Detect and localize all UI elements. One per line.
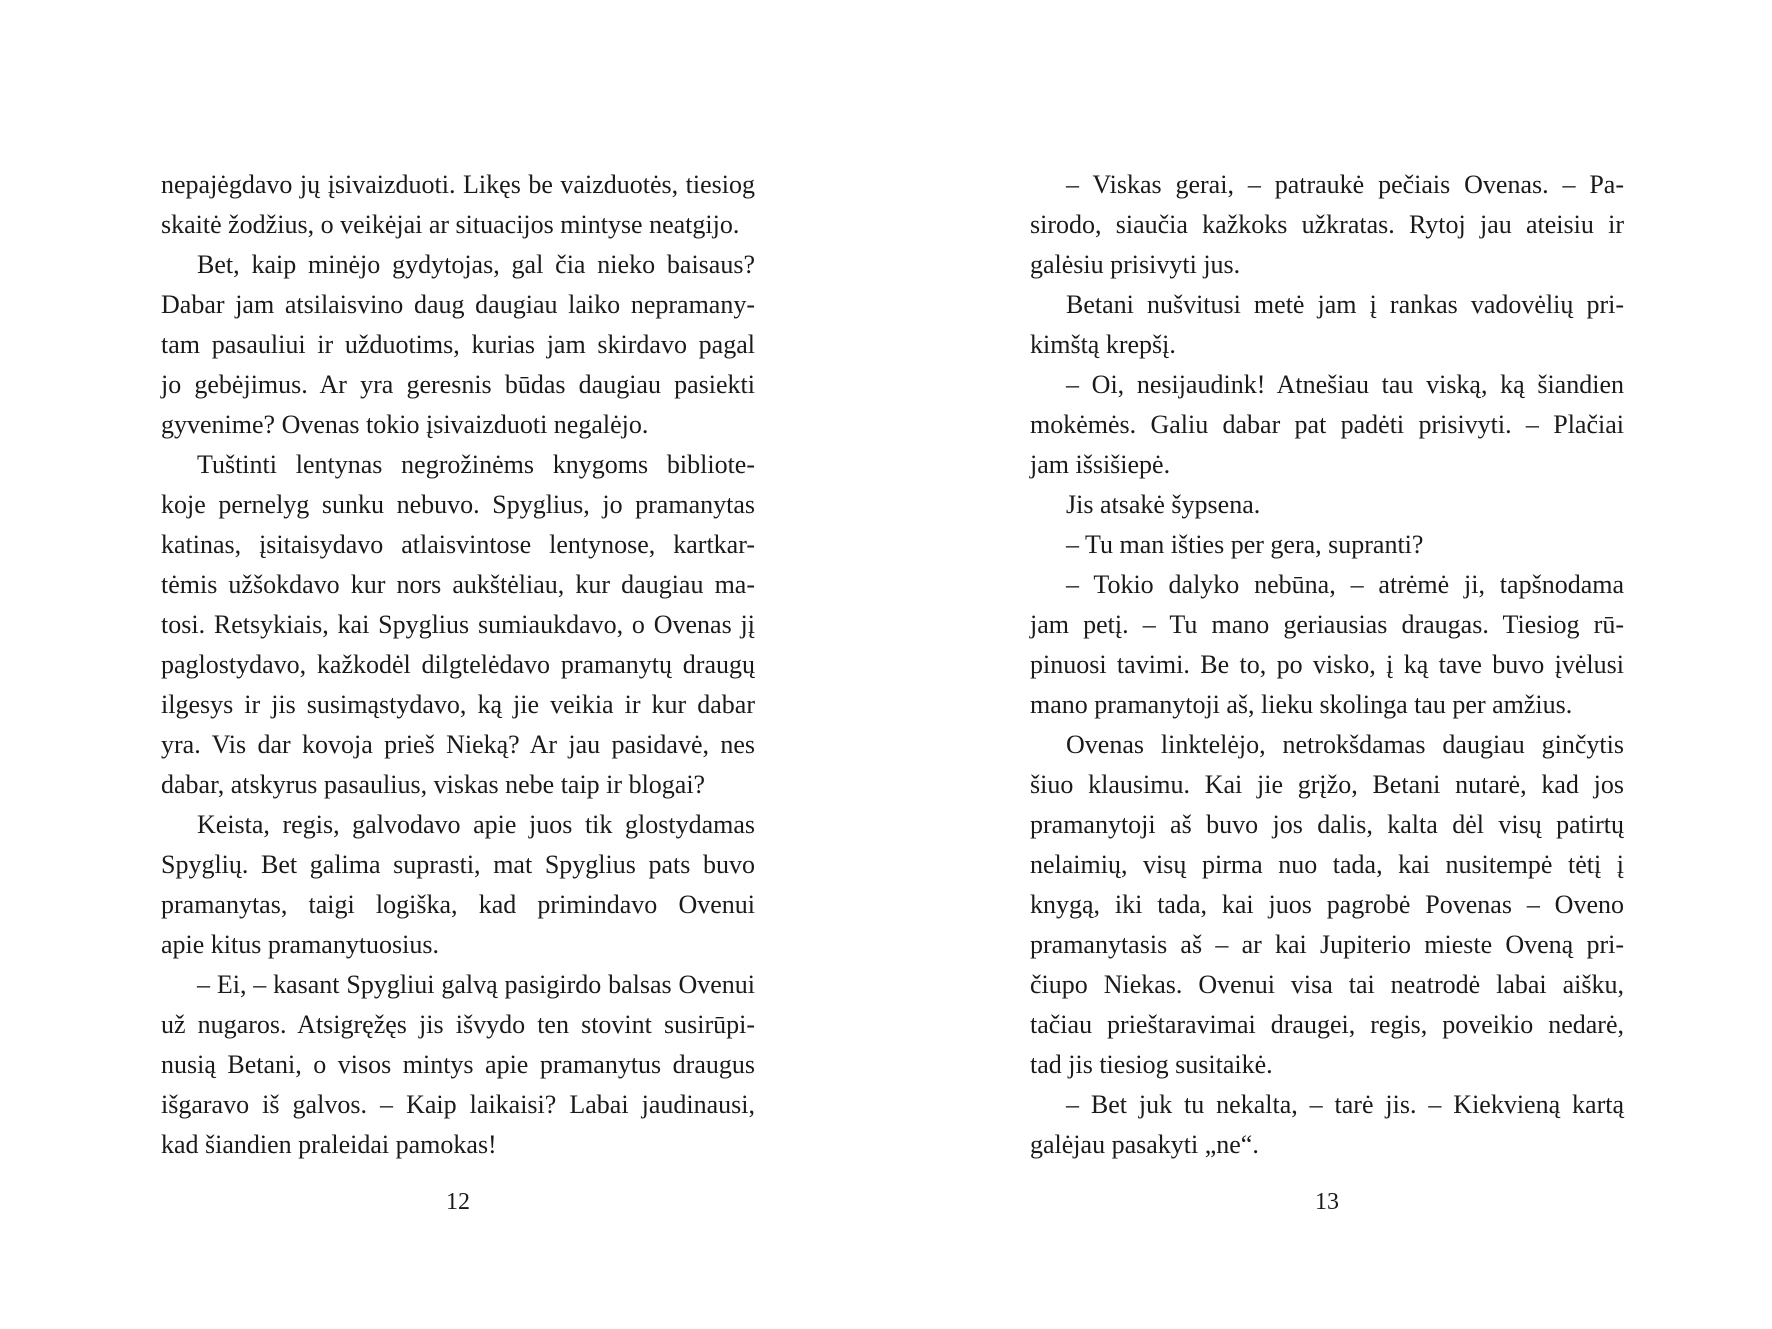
right-page-text	[1030, 165, 1624, 1165]
text-line: už nugaros. Atsigręžęs jis išvydo ten stovint susirūpi-	[161, 1010, 755, 1039]
text-line: mokėmės. Galiu dabar pat padėti prisivyti. – Plačiai	[1030, 410, 1624, 439]
text-line: Spyglių. Bet galima suprasti, mat Spyglius pats buvo	[161, 850, 755, 879]
text-line: jam petį. – Tu mano geriausias draugas. Tiesiog rū-	[1030, 610, 1624, 639]
left-page	[161, 165, 755, 1215]
text-line: tad jis tiesiog susitaikė.	[1030, 1050, 1273, 1079]
text-line: čiupo Niekas. Ovenui visa tai neatrodė labai aišku,	[1030, 970, 1624, 999]
text-line: – Tu man išties per gera, supranti?	[1066, 530, 1424, 559]
text-line: Tuštinti lentynas negrožinėms knygoms bibliote-	[197, 450, 755, 479]
text-line: pramanytas, taigi logiška, kad primindavo Ovenui	[161, 890, 755, 919]
text-line: nepajėgdavo jų įsivaizduoti. Likęs be vaizduotės, tiesiog	[161, 170, 755, 199]
text-line: koje pernelyg sunku nebuvo. Spyglius, jo pramanytas	[161, 490, 755, 519]
text-line: yra. Vis dar kovoja prieš Nieką? Ar jau pasidavė, nes	[161, 730, 755, 759]
text-line: pinuosi tavimi. Be to, po visko, į ką tave buvo įvėlusi	[1030, 650, 1624, 679]
text-line: tėmis užšokdavo kur nors aukštėliau, kur daugiau ma-	[161, 570, 755, 599]
text-line: – Bet juk tu nekalta, – tarė jis. – Kiekvieną kartą	[1066, 1090, 1624, 1119]
left-page-text	[161, 165, 755, 1165]
text-line: dabar, atskyrus pasaulius, viskas nebe taip ir blogai?	[161, 770, 706, 799]
text-line: gyvenime? Ovenas tokio įsivaizduoti negalėjo.	[161, 410, 649, 439]
text-line: Keista, regis, galvodavo apie juos tik glostydamas	[197, 810, 755, 839]
text-line: kimštą krepšį.	[1030, 330, 1176, 359]
text-line: – Ei, – kasant Spygliui galvą pasigirdo balsas Ovenui	[197, 970, 755, 999]
text-line: galėjau pasakyti „ne“.	[1030, 1130, 1259, 1159]
page-number: 12	[446, 1189, 470, 1215]
text-line: jo gebėjimus. Ar yra geresnis būdas daugiau pasiekti	[161, 370, 755, 399]
text-line: galėsiu prisivyti jus.	[1030, 250, 1241, 279]
text-line: Jis atsakė šypsena.	[1066, 490, 1261, 519]
text-line: Betani nušvitusi metė jam į rankas vadovėlių pri-	[1066, 290, 1624, 319]
text-line: knygą, iki tada, kai juos pagrobė Povenas – Oveno	[1030, 890, 1624, 919]
text-line: – Oi, nesijaudink! Atnešiau tau viską, ką šiandien	[1066, 370, 1624, 399]
text-line: Bet, kaip minėjo gydytojas, gal čia nieko baisaus?	[197, 250, 755, 279]
text-line: Dabar jam atsilaisvino daug daugiau laiko nepramany-	[161, 290, 755, 319]
text-line: apie kitus pramanytuosius.	[161, 930, 440, 959]
text-line: pramanytasis aš – ar kai Jupiterio mieste Oveną pri-	[1030, 930, 1624, 959]
text-line: šiuo klausimu. Kai jie grįžo, Betani nutarė, kad jos	[1030, 770, 1624, 799]
text-line: tosi. Retsykiais, kai Spyglius sumiaukdavo, o Ovenas jį	[161, 610, 755, 639]
text-line: mano pramanytoji aš, lieku skolinga tau per amžius.	[1030, 690, 1573, 719]
text-line: – Viskas gerai, – patraukė pečiais Ovenas. – Pa-	[1066, 170, 1624, 199]
text-line: kad šiandien praleidai pamokas!	[161, 1130, 497, 1159]
text-line: pramanytoji aš buvo jos dalis, kalta dėl visų patirtų	[1030, 810, 1624, 839]
page-number: 13	[1315, 1189, 1339, 1215]
text-line: tačiau prieštaravimai draugei, regis, poveikio nedarė,	[1030, 1010, 1624, 1039]
text-line: – Tokio dalyko nebūna, – atrėmė ji, tapšnodama	[1066, 570, 1624, 599]
text-line: sirodo, siaučia kažkoks užkratas. Rytoj jau ateisiu ir	[1030, 210, 1624, 239]
text-line: katinas, įsitaisydavo atlaisvintose lentynose, kartkar-	[161, 530, 755, 559]
text-line: ilgesys ir jis susimąstydavo, ką jie veikia ir kur dabar	[161, 690, 755, 719]
right-page	[1030, 165, 1624, 1215]
text-line: išgaravo iš galvos. – Kaip laikaisi? Labai jaudinausi,	[161, 1090, 755, 1119]
text-line: nusią Betani, o visos mintys apie pramanytus draugus	[161, 1050, 755, 1079]
text-line: skaitė žodžius, o veikėjai ar situacijos mintyse neatgijo.	[161, 210, 740, 239]
text-line: nelaimių, visų pirma nuo tada, kai nusitempė tėtį į	[1030, 850, 1624, 879]
text-line: jam išsišiepė.	[1030, 450, 1171, 479]
text-line: paglostydavo, kažkodėl dilgtelėdavo pramanytų draugų	[161, 650, 755, 679]
text-line: Ovenas linktelėjo, netrokšdamas daugiau ginčytis	[1066, 730, 1624, 759]
text-line: tam pasauliui ir užduotims, kurias jam skirdavo pagal	[161, 330, 755, 359]
